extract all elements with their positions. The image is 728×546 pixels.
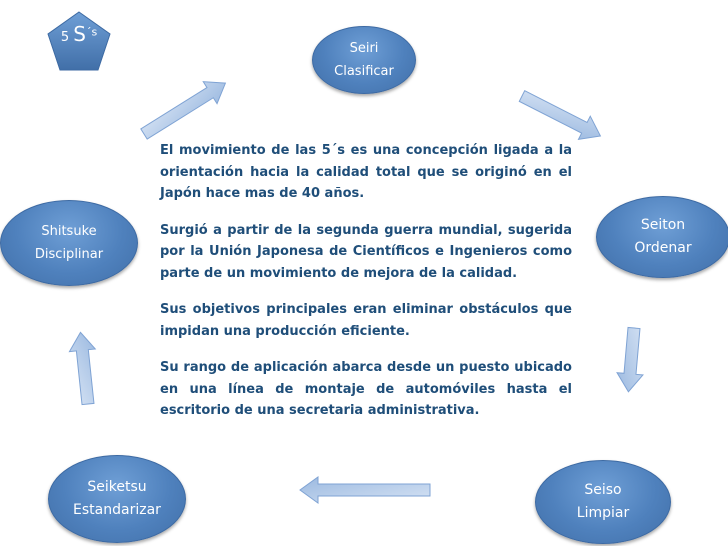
badge-letter: S [73,22,86,46]
arrow-seiton-to-seiso [615,327,646,393]
arrow-seiketsu-to-shitsuke [68,331,101,405]
node-seiri-es: Clasificar [334,64,394,79]
node-seiso [535,460,671,544]
node-seiso-jp: Seiso [584,482,622,498]
node-shitsuke-es: Disciplinar [34,247,104,262]
node-seiketsu-jp: Seiketsu [87,479,147,495]
node-seiketsu [48,455,186,543]
node-shitsuke [0,200,138,286]
node-seiri [312,26,416,94]
node-seiketsu-es: Estandarizar [73,502,161,518]
node-seiton [596,196,728,278]
node-seiri-jp: Seiri [349,41,379,56]
arrow-seiso-to-seiketsu [300,477,430,503]
badge-prefix: 5 [60,30,74,45]
paragraph-origin: El movimiento de las 5´s es una concepción ligada a la orientación hacia la calidad total que se originó en el Japón hace mas de 40 años. [160,143,572,201]
paragraph-history: Surgió a partir de la segunda guerra mundial, sugerida por la Unión Japonesa de Científicos e Ingenieros como parte de un movimiento de mejora de la calidad. [160,222,572,281]
description-text [160,140,572,437]
paragraph-scope: Su rango de aplicación abarca desde un puesto ubicado en una línea de montaje de automóviles hasta el escritorio de una secretaria administrativa. [160,360,572,418]
node-seiton-es: Ordenar [634,240,692,256]
node-seiton-jp: Seiton [640,217,686,233]
node-shitsuke-jp: Shitsuke [41,224,97,239]
arrow-shitsuke-to-seiri [137,72,232,145]
badge-suffix: ´s [85,25,98,39]
node-seiso-es: Limpiar [576,505,630,521]
arrow-seiri-to-seiton [516,84,606,147]
paragraph-objectives: Sus objetivos principales eran eliminar obstáculos que impidan una producción eficiente. [160,302,572,339]
